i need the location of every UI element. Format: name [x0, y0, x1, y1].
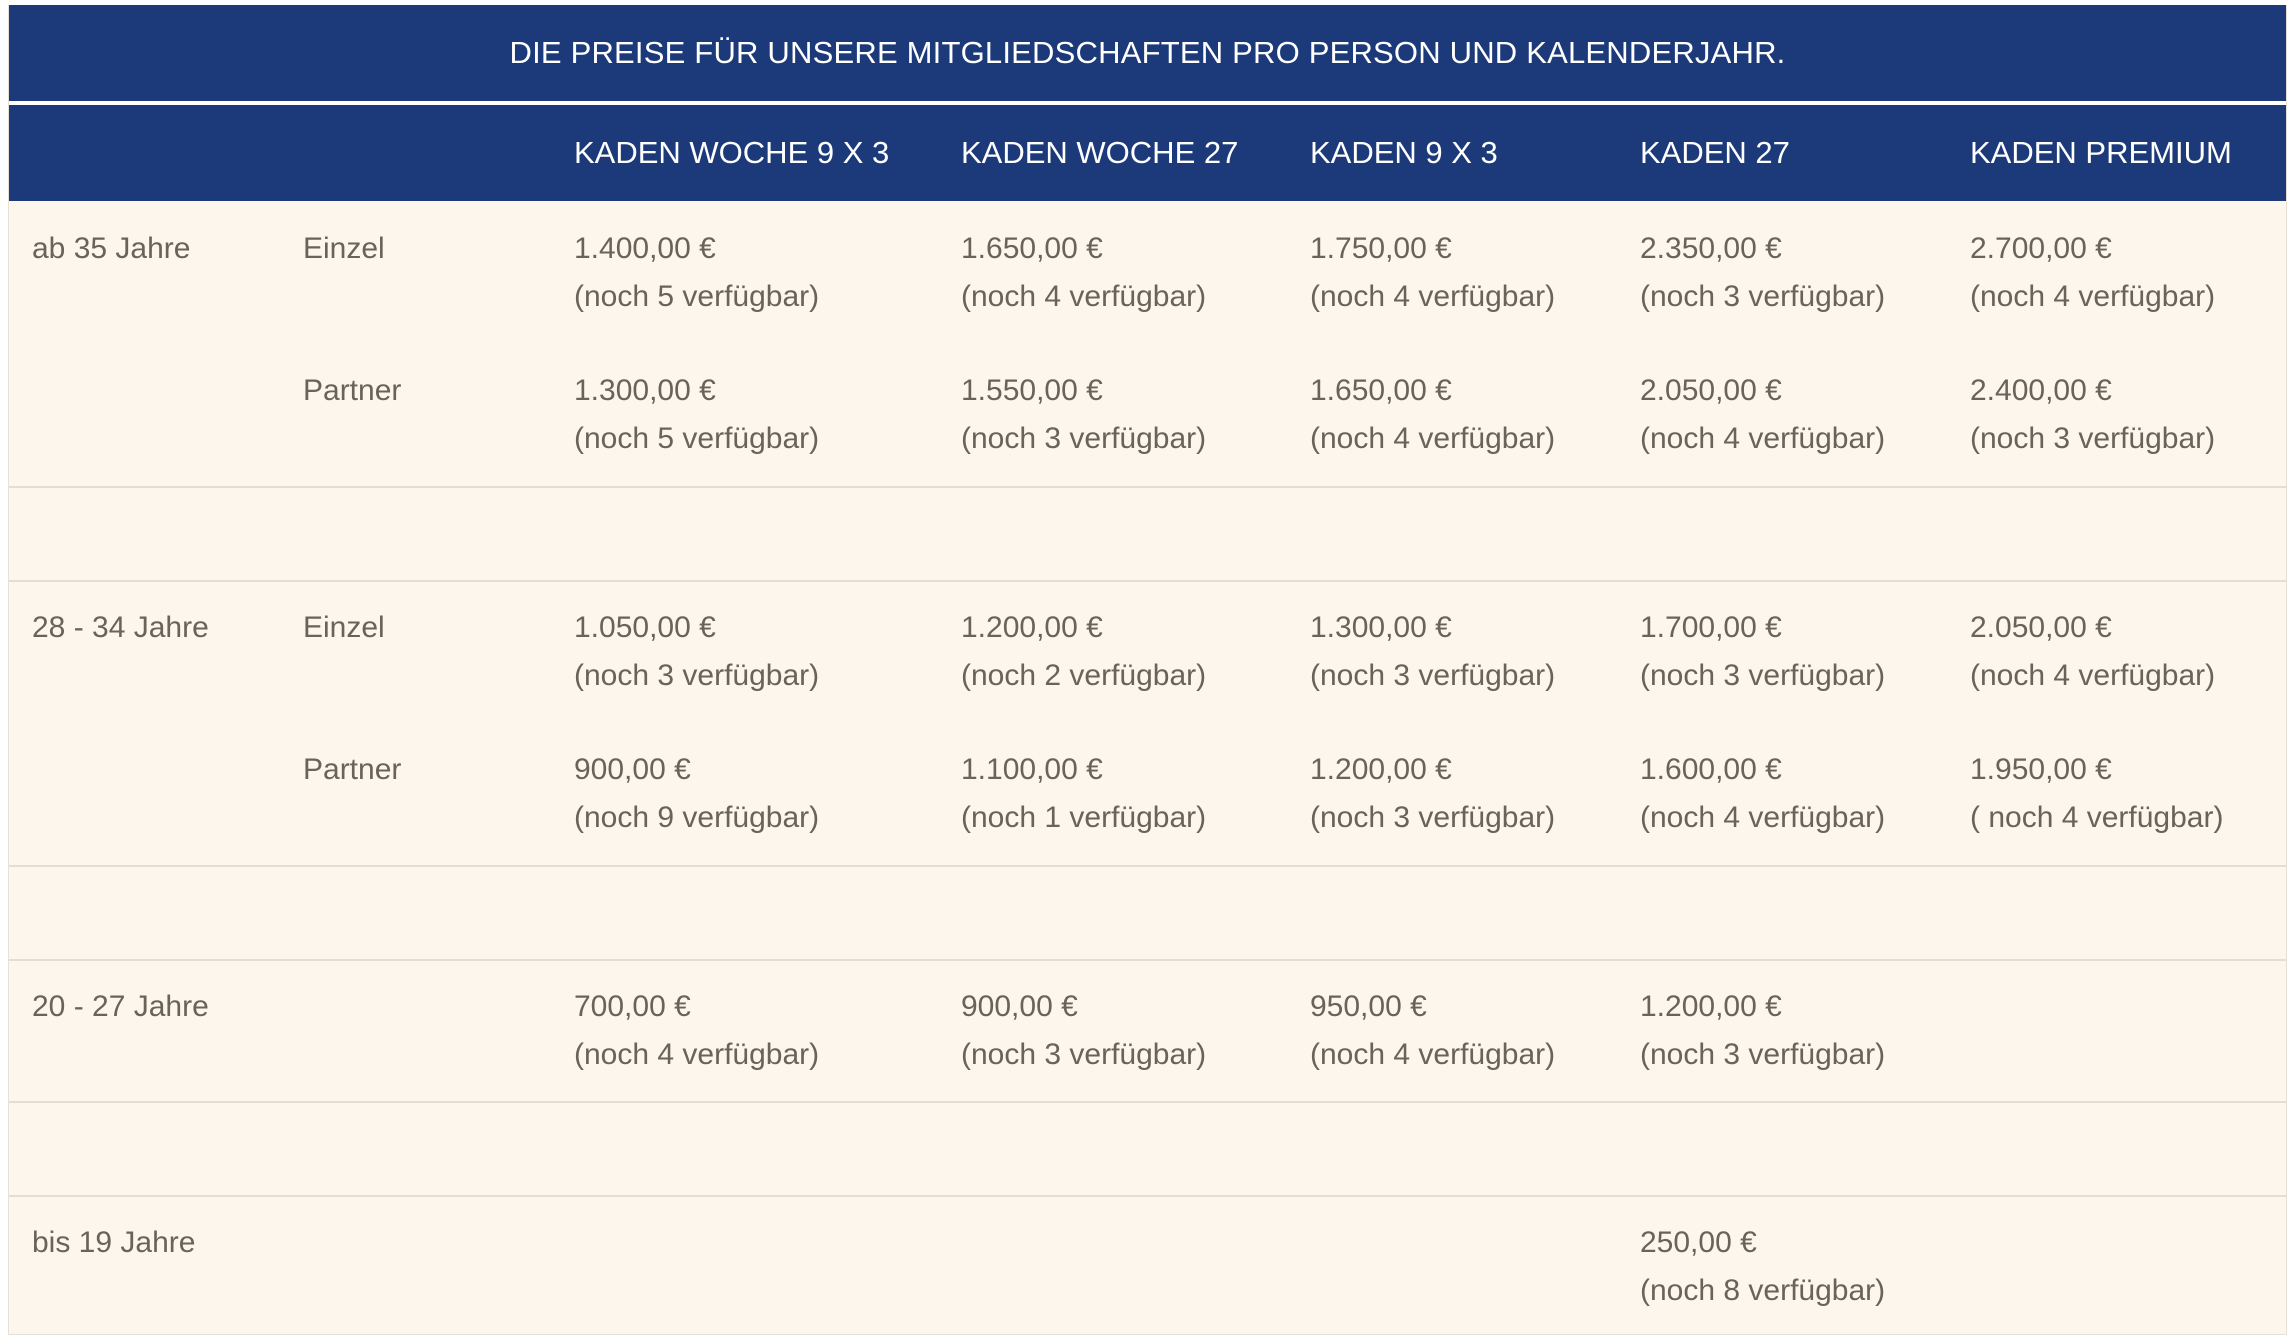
availability: (noch 3 verfügbar) [961, 1038, 1207, 1071]
price-cell [1310, 225, 1555, 321]
availability: (noch 3 verfügbar) [1310, 801, 1556, 834]
availability: (noch 5 verfügbar) [574, 422, 820, 455]
availability: (noch 1 verfügbar) [961, 801, 1207, 834]
price-cell [1970, 604, 2215, 700]
age-group-ab-35 [9, 201, 2286, 488]
price-cell [961, 225, 1206, 321]
availability: (noch 4 verfügbar) [1310, 422, 1556, 455]
price-cell [574, 983, 819, 1079]
price: 2.050,00 € [1970, 611, 2112, 644]
member-type-label: Partner [303, 374, 402, 407]
price: 1.550,00 € [961, 374, 1103, 407]
availability: (noch 4 verfügbar) [1970, 280, 2216, 313]
group-spacer [9, 867, 2286, 961]
column-header-row [9, 105, 2286, 201]
price: 1.050,00 € [574, 611, 716, 644]
table-title-text: DIE PREISE FÜR UNSERE MITGLIEDSCHAFTEN PRO PERSON UND KALENDERJAHR. [509, 35, 1786, 70]
price-cell [574, 367, 819, 463]
availability: (noch 4 verfügbar) [574, 1038, 820, 1071]
price: 2.050,00 € [1640, 374, 1782, 407]
table-title [9, 5, 2286, 101]
age-label: 20 - 27 Jahre [32, 990, 209, 1023]
pricing-table [8, 5, 2287, 1335]
price: 1.200,00 € [1640, 990, 1782, 1023]
age-label: bis 19 Jahre [32, 1226, 196, 1259]
price-cell [1970, 746, 2223, 842]
age-group-28-34 [9, 582, 2286, 867]
price: 2.700,00 € [1970, 232, 2112, 265]
availability: ( noch 4 verfügbar) [1970, 801, 2224, 834]
price: 1.100,00 € [961, 753, 1103, 786]
price: 900,00 € [961, 990, 1078, 1023]
column-header-kaden-woche-9x3: KADEN WOCHE 9 X 3 [574, 135, 890, 170]
availability: (noch 4 verfügbar) [1640, 422, 1886, 455]
price-cell [574, 604, 819, 700]
price-cell [961, 746, 1206, 842]
price: 1.200,00 € [961, 611, 1103, 644]
member-type-label: Einzel [303, 232, 385, 265]
price-cell [574, 746, 819, 842]
age-group-20-27 [9, 961, 2286, 1103]
price-cell [1310, 746, 1555, 842]
price-cell [1640, 225, 1885, 321]
price-cell [1970, 367, 2215, 463]
column-header-kaden-woche-27: KADEN WOCHE 27 [961, 135, 1239, 170]
price: 1.650,00 € [1310, 374, 1452, 407]
availability: (noch 4 verfügbar) [961, 280, 1207, 313]
price: 250,00 € [1640, 1226, 1757, 1259]
member-type-label: Einzel [303, 611, 385, 644]
availability: (noch 3 verfügbar) [1640, 1038, 1886, 1071]
member-type-label: Partner [303, 753, 402, 786]
availability: (noch 3 verfügbar) [1970, 422, 2216, 455]
age-label: 28 - 34 Jahre [32, 611, 209, 644]
price-cell [1970, 225, 2215, 321]
price: 1.200,00 € [1310, 753, 1452, 786]
price: 1.650,00 € [961, 232, 1103, 265]
availability: (noch 3 verfügbar) [574, 659, 820, 692]
price: 1.950,00 € [1970, 753, 2112, 786]
availability: (noch 9 verfügbar) [574, 801, 820, 834]
price-cell [961, 983, 1206, 1079]
availability: (noch 5 verfügbar) [574, 280, 820, 313]
price: 1.300,00 € [574, 374, 716, 407]
price-cell [1310, 367, 1555, 463]
age-label: ab 35 Jahre [32, 232, 191, 265]
price-cell [961, 367, 1206, 463]
price: 1.750,00 € [1310, 232, 1452, 265]
price: 2.350,00 € [1640, 232, 1782, 265]
availability: (noch 4 verfügbar) [1640, 801, 1886, 834]
price-cell [961, 604, 1206, 700]
availability: (noch 3 verfügbar) [1640, 659, 1886, 692]
availability: (noch 4 verfügbar) [1310, 280, 1556, 313]
price-cell [1640, 746, 1885, 842]
age-group-bis-19 [9, 1197, 2286, 1335]
price-cell [574, 225, 819, 321]
availability: (noch 3 verfügbar) [961, 422, 1207, 455]
price: 900,00 € [574, 753, 691, 786]
availability: (noch 3 verfügbar) [1640, 280, 1886, 313]
column-header-kaden-27: KADEN 27 [1640, 135, 1790, 170]
column-header-kaden-9x3: KADEN 9 X 3 [1310, 135, 1498, 170]
price: 1.300,00 € [1310, 611, 1452, 644]
price-cell [1640, 604, 1885, 700]
availability: (noch 8 verfügbar) [1640, 1274, 1886, 1307]
availability: (noch 2 verfügbar) [961, 659, 1207, 692]
price-cell [1310, 604, 1555, 700]
price-cell [1640, 983, 1885, 1079]
price-cell [1640, 1219, 1885, 1315]
price: 700,00 € [574, 990, 691, 1023]
group-spacer [9, 488, 2286, 582]
availability: (noch 4 verfügbar) [1310, 1038, 1556, 1071]
availability: (noch 3 verfügbar) [1310, 659, 1556, 692]
price: 950,00 € [1310, 990, 1427, 1023]
price: 2.400,00 € [1970, 374, 2112, 407]
column-header-kaden-premium: KADEN PREMIUM [1970, 135, 2232, 170]
availability: (noch 4 verfügbar) [1970, 659, 2216, 692]
price-cell [1310, 983, 1555, 1079]
price: 1.700,00 € [1640, 611, 1782, 644]
price-cell [1640, 367, 1885, 463]
group-spacer [9, 1103, 2286, 1197]
price: 1.400,00 € [574, 232, 716, 265]
price: 1.600,00 € [1640, 753, 1782, 786]
